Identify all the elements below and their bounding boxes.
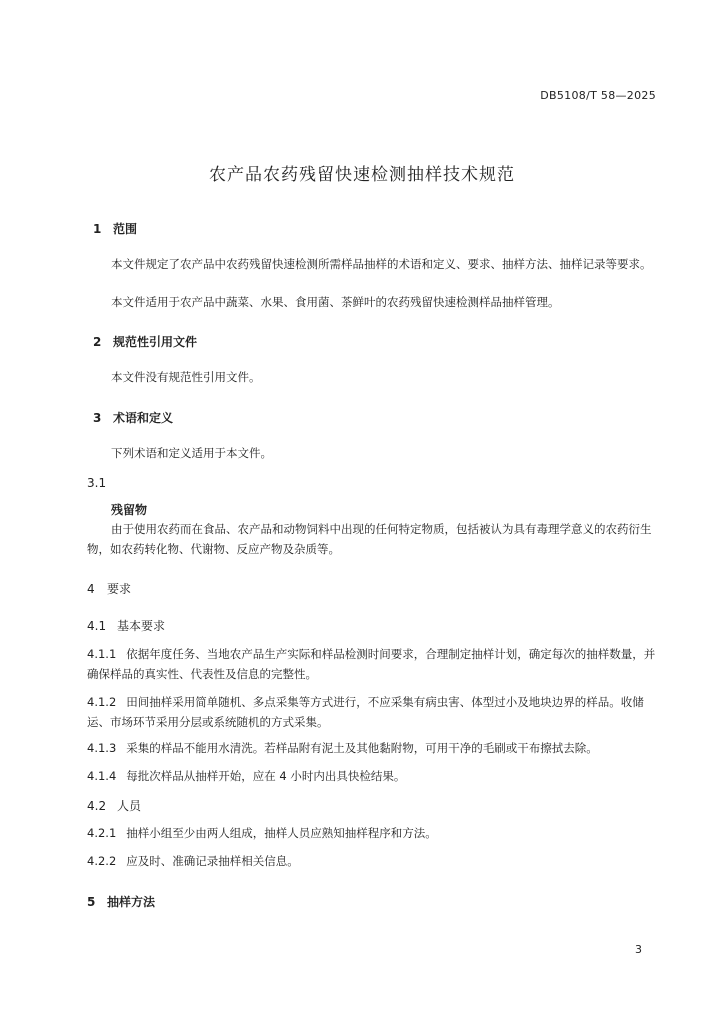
- clause-number: 4.1.1: [87, 647, 117, 661]
- section-3-heading: [93, 409, 173, 426]
- clause-text: 抽样小组至少由两人组成，抽样人员应熟知抽样程序和方法。: [126, 826, 437, 840]
- document-title: 农产品农药残留快速检测抽样技术规范: [209, 165, 515, 185]
- term-3-1-number: 3.1: [87, 476, 107, 490]
- clause-text: 每批次样品从抽样开始，应在 4 小时内出具快检结果。: [126, 769, 406, 783]
- section-2-paragraph-1: 本文件没有规范性引用文件。: [111, 370, 261, 384]
- clause-4-1-2: [87, 692, 657, 732]
- section-title: 抽样方法: [107, 895, 156, 909]
- section-title: 要求: [107, 582, 132, 596]
- section-1-paragraph-1: 本文件规定了农产品中农药残留快速检测所需样品抽样的术语和定义、要求、抽样方法、抽样记录等要求。: [111, 257, 652, 271]
- section-number: 5: [87, 895, 96, 909]
- clause-4-2-1: [87, 823, 657, 843]
- term-3-1-definition: 由于使用农药而在食品、农产品和动物饲料中出现的任何特定物质，包括被认为具有毒理学意义的农药衍生物，如农药转化物、代谢物、反应产物及杂质等。: [87, 522, 652, 556]
- section-5-heading: [87, 893, 155, 910]
- section-title: 术语和定义: [113, 411, 174, 425]
- clause-text: 应及时、准确记录抽样相关信息。: [126, 854, 299, 868]
- clause-number: 4.2.1: [87, 826, 117, 840]
- subsection-4-2-heading: [87, 797, 141, 814]
- clause-text: 依据年度任务、当地农产品生产实际和样品检测时间要求，合理制定抽样计划，确定每次的抽样数量，并确保样品的真实性、代表性及信息的完整性。: [87, 647, 656, 681]
- clause-text: 田间抽样采用简单随机、多点采集等方式进行，不应采集有病虫害、体型过小及地块边界的样品。收储运、市场环节采用分层或系统随机的方式采集。: [87, 695, 644, 729]
- subsection-4-1-heading: [87, 617, 165, 634]
- standard-number: DB5108/T 58—2025: [540, 89, 656, 102]
- clause-number: 4.2.2: [87, 854, 117, 868]
- clause-number: 4.1.2: [87, 695, 117, 709]
- clause-4-2-2: [87, 851, 657, 871]
- section-4-heading: [87, 580, 131, 597]
- clause-4-1-3: [87, 738, 657, 758]
- section-number: 1: [93, 222, 102, 236]
- subsection-number: 4.1: [87, 619, 107, 633]
- section-1-paragraph-2: 本文件适用于农产品中蔬菜、水果、食用菌、茶鲜叶的农药残留快速检测样品抽样管理。: [111, 295, 560, 309]
- page-number: 3: [635, 943, 642, 956]
- clause-4-1-4: [87, 766, 657, 786]
- clause-number: 4.1.4: [87, 769, 117, 783]
- term-3-1-name: 残留物: [111, 503, 148, 517]
- clause-number: 4.1.3: [87, 741, 117, 755]
- section-number: 3: [93, 411, 102, 425]
- section-number: 2: [93, 335, 102, 349]
- subsection-title: 人员: [117, 799, 142, 813]
- subsection-number: 4.2: [87, 799, 107, 813]
- clause-text: 采集的样品不能用水清洗。若样品附有泥土及其他黏附物，可用干净的毛刷或干布擦拭去除。: [126, 741, 598, 755]
- clause-4-1-1: [87, 644, 657, 684]
- section-title: 规范性引用文件: [113, 335, 198, 349]
- section-2-heading: [93, 333, 197, 350]
- subsection-title: 基本要求: [117, 619, 166, 633]
- section-number: 4: [87, 582, 95, 596]
- section-3-paragraph-1: 下列术语和定义适用于本文件。: [111, 446, 272, 460]
- section-1-heading: [93, 220, 137, 237]
- section-title: 范围: [113, 222, 138, 236]
